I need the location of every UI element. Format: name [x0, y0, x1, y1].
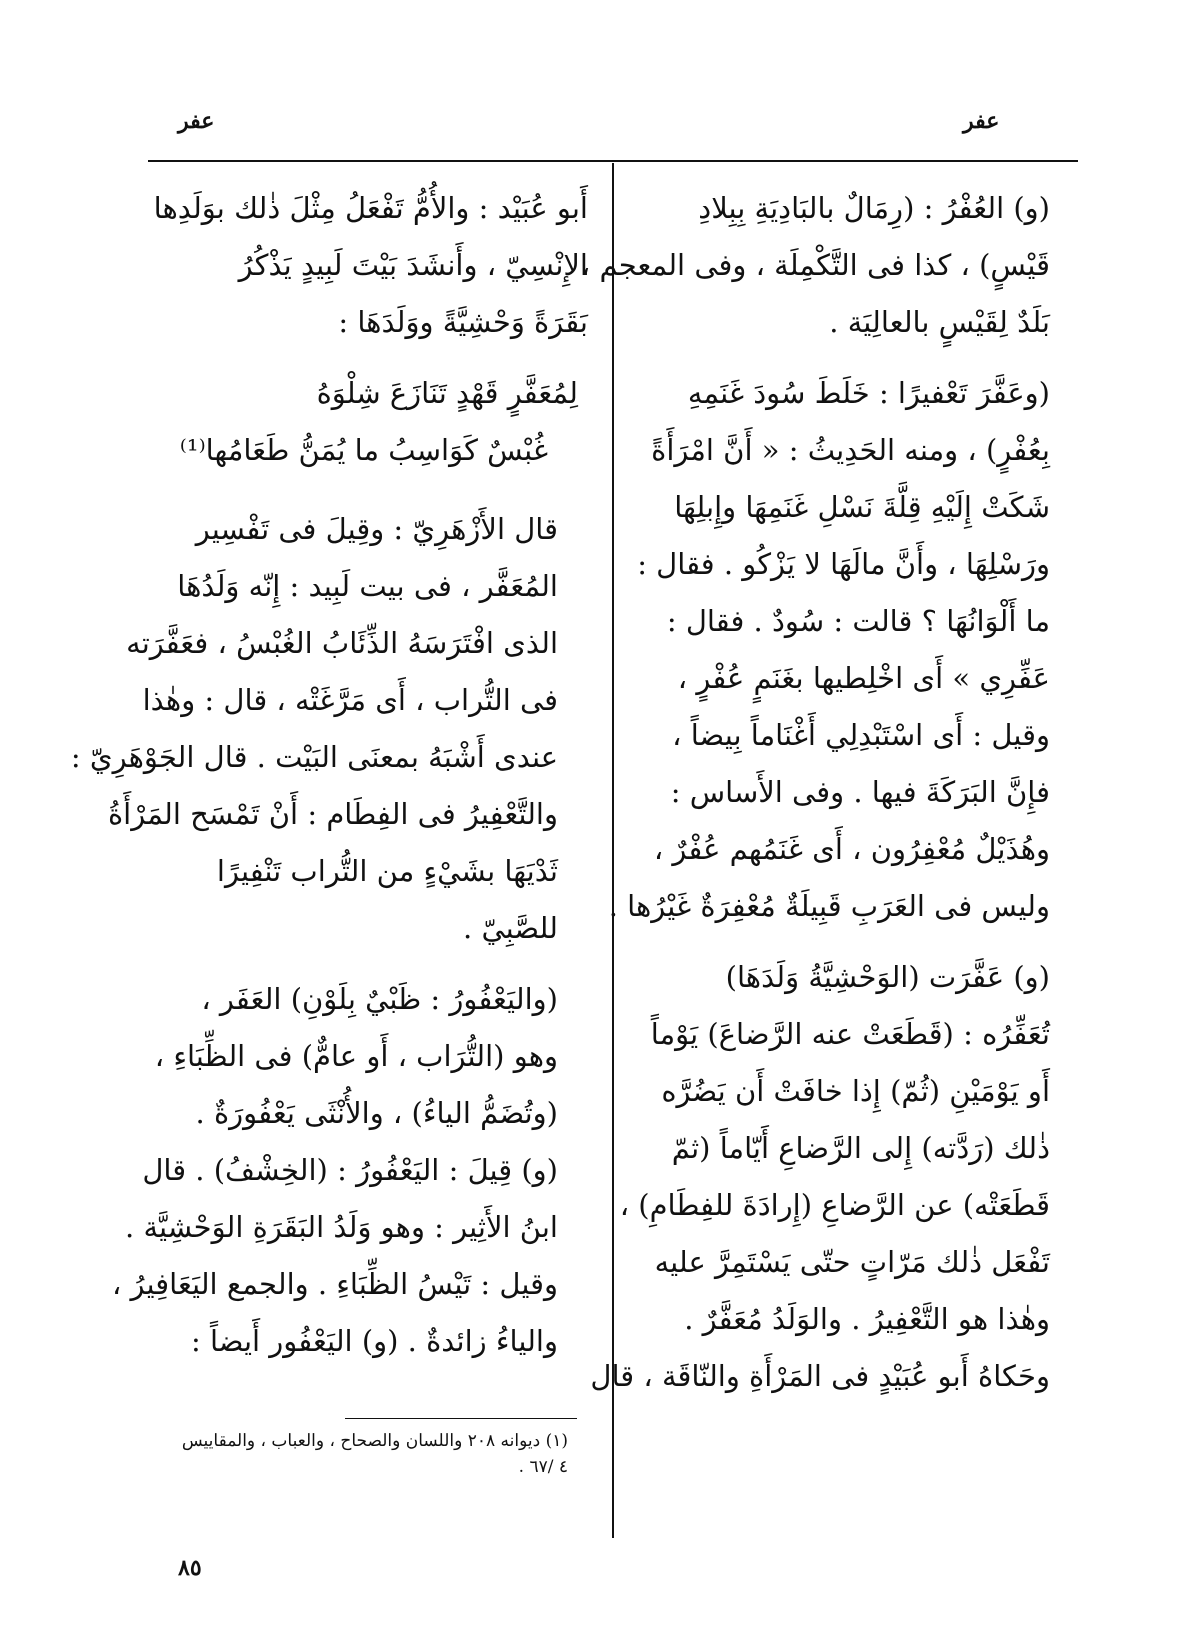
text-line: (وعَفَّرَ تَعْفيرًا : خَلَطَ سُودَ غَنَمِهِ [687, 376, 1050, 410]
text-line: قَيْسٍ) ، كذا فى التَّكْمِلَة ، وفى المعجم ، [580, 248, 1050, 282]
text-line: المُعَفَّر ، فى بيت لَبِيد : إِنّه وَلَدُهَا [177, 569, 558, 603]
text-line: قَطَعَتْه) عن الرَّضاعِ (إِرادَةَ للفِطَامِ) ، [619, 1188, 1050, 1222]
verse-hemistich: غُبْسٌ كَوَاسِبُ ما يُمَنُّ طَعَامُها⁽¹⁾ [179, 433, 548, 467]
text-line: أَو يَوْمَيْنِ (ثُمّ) إِذا خافَتْ أَن يَضُرَّه [661, 1074, 1050, 1108]
text-line: وهُذَيْلٌ مُعْفِرُون ، أَى غَنَمُهم عُفْرٌ ، [653, 832, 1050, 866]
text-line: تَفْعَل ذٰلك مَرّاتٍ حتّى يَسْتَمِرَّ عليه [654, 1245, 1050, 1279]
footnote [148, 1428, 568, 1480]
page-number: ٨٥ [178, 1555, 202, 1581]
text-line: ثَدْيَهَا بشَيْءٍ من التُّراب تَنْفِيرًا [216, 854, 558, 888]
header-left-root-word: عفر [178, 108, 215, 134]
text-line: للصَّبِيّ . [463, 911, 558, 945]
text-line: قال الأَزْهَرِيّ : وقِيلَ فى تَفْسِير [195, 512, 558, 546]
footnote-rule [345, 1418, 577, 1419]
text-line: (واليَعْفُورُ : ظَبْيٌ بِلَوْنِ) العَفَر ، [201, 982, 558, 1016]
text-line: ما أَلْوَانُهَا ؟ قالت : سُودٌ . فقال : [666, 604, 1050, 638]
header-rule [148, 160, 1078, 162]
text-line: وليس فى العَرَبِ قَبِيلَةٌ مُعْفِرَةٌ غَيْرُها . [608, 889, 1050, 923]
text-line: تُعَفِّرُه : (قَطَعَتْ عنه الرَّضاعَ) يَوْماً [650, 1017, 1050, 1051]
paragraph [148, 180, 588, 351]
text-line: الذى افْتَرَسَهُ الذِّئَابُ الغُبْسُ ، فعَفَّرَته [126, 626, 558, 660]
text-line: وهٰذا هو التَّعْفِيرُ . والوَلَدُ مُعَفَّرٌ . [684, 1302, 1050, 1336]
text-line: شَكَتْ إِلَيْهِ قِلَّةَ نَسْلِ غَنَمِهَا وإِبلِهَا [674, 490, 1050, 524]
text-line: وقيل : تَيْسُ الظِّبَاءِ . والجمع اليَعَافِيرُ ، [111, 1267, 558, 1301]
text-line: والتَّعْفِيرُ فى الفِطَام : أَنْ تَمْسَح المَرْأَةُ [107, 797, 558, 831]
text-line: بِعُفْرٍ) ، ومنه الحَدِيثُ : « أَنَّ امْرَأَةً [651, 433, 1050, 467]
text-line: ابنُ الأَثِير : وهو وَلَدُ البَقَرَةِ الوَحْشِيَّة . [125, 1210, 558, 1244]
text-line: وقيل : أَى اسْتَبْدِلِي أَغْنَاماً بِيضاً ، [672, 718, 1050, 752]
text-line: الإِنْسِيّ ، وأَنشَدَ بَيْتَ لَبِيدٍ يَذْكُرُ [238, 248, 588, 282]
footnote-line: ٤ /٦٧ . [518, 1457, 568, 1477]
text-line: (و) قِيلَ : اليَعْفُورُ : (الخِشْفُ) . قال [142, 1153, 558, 1187]
text-line: عَفِّرِي » أَى اخْلِطيها بغَنَمٍ عُفْرٍ ، [677, 661, 1050, 695]
text-line: أَبو عُبَيْد : والأُمُّ تَفْعَلُ مِثْلَ ذٰلك بوَلَدِها [153, 191, 588, 225]
paragraph [111, 971, 588, 1370]
text-line: ذٰلك (رَدَّته) إِلى الرَّضاعِ أَيّاماً (ثمّ [671, 1131, 1050, 1165]
text-line: (و) عَفَّرَت (الوَحْشِيَّةُ وَلَدَهَا) [725, 960, 1050, 994]
paragraph [580, 180, 1080, 351]
text-line: (وتُضَمُّ الياءُ) ، والأُنْثَى يَعْفُورَةٌ . [195, 1096, 558, 1130]
verse-hemistich: لِمُعَفَّرٍ قَهْدٍ تَنَازَعَ شِلْوَهُ [316, 376, 578, 410]
header-right-root-word: عفر [963, 108, 1000, 134]
text-line: (و) العُفْرُ : (رِمَالٌ بالبَادِيَةِ بِبِلادِ [698, 191, 1050, 225]
text-line: فإِنَّ البَرَكَةَ فيها . وفى الأَساس : [670, 775, 1050, 809]
paragraph [70, 501, 588, 957]
right-column [580, 180, 1080, 1419]
poem-verse [148, 365, 588, 479]
text-line: بَقَرَةً وَحْشِيَّةً ووَلَدَهَا : [338, 305, 588, 339]
text-line: ورَسْلِهَا ، وأَنَّ مالَهَا لا يَزْكُو . فقال : [637, 547, 1050, 581]
left-column [70, 180, 588, 1384]
text-line: والياءُ زائدةٌ . (و) اليَعْفُور أَيضاً : [190, 1324, 558, 1358]
text-line: وحَكاهُ أَبو عُبَيْدٍ فى المَرْأَةِ والنّاقَة ، قال [590, 1359, 1050, 1393]
text-line: بَلَدٌ لِقَيْسٍ بالعالِيَة . [829, 305, 1050, 339]
text-line: عندى أَشْبَهُ بمعنَى البَيْت . قال الجَوْهَرِيّ : [70, 740, 558, 774]
column-divider [612, 163, 614, 1538]
paragraph [608, 365, 1080, 935]
paragraph [590, 949, 1080, 1405]
text-line: فى التُّراب ، أَى مَرَّغَتْه ، قال : وهٰذا [142, 683, 558, 717]
footnote-line: (١) ديوانه ٢٠٨ واللسان والصحاح ، والعباب ، والمقاييس [181, 1431, 568, 1451]
text-line: وهو (التُّرَاب ، أَو عامٌّ) فى الظِّبَاءِ ، [154, 1039, 558, 1073]
